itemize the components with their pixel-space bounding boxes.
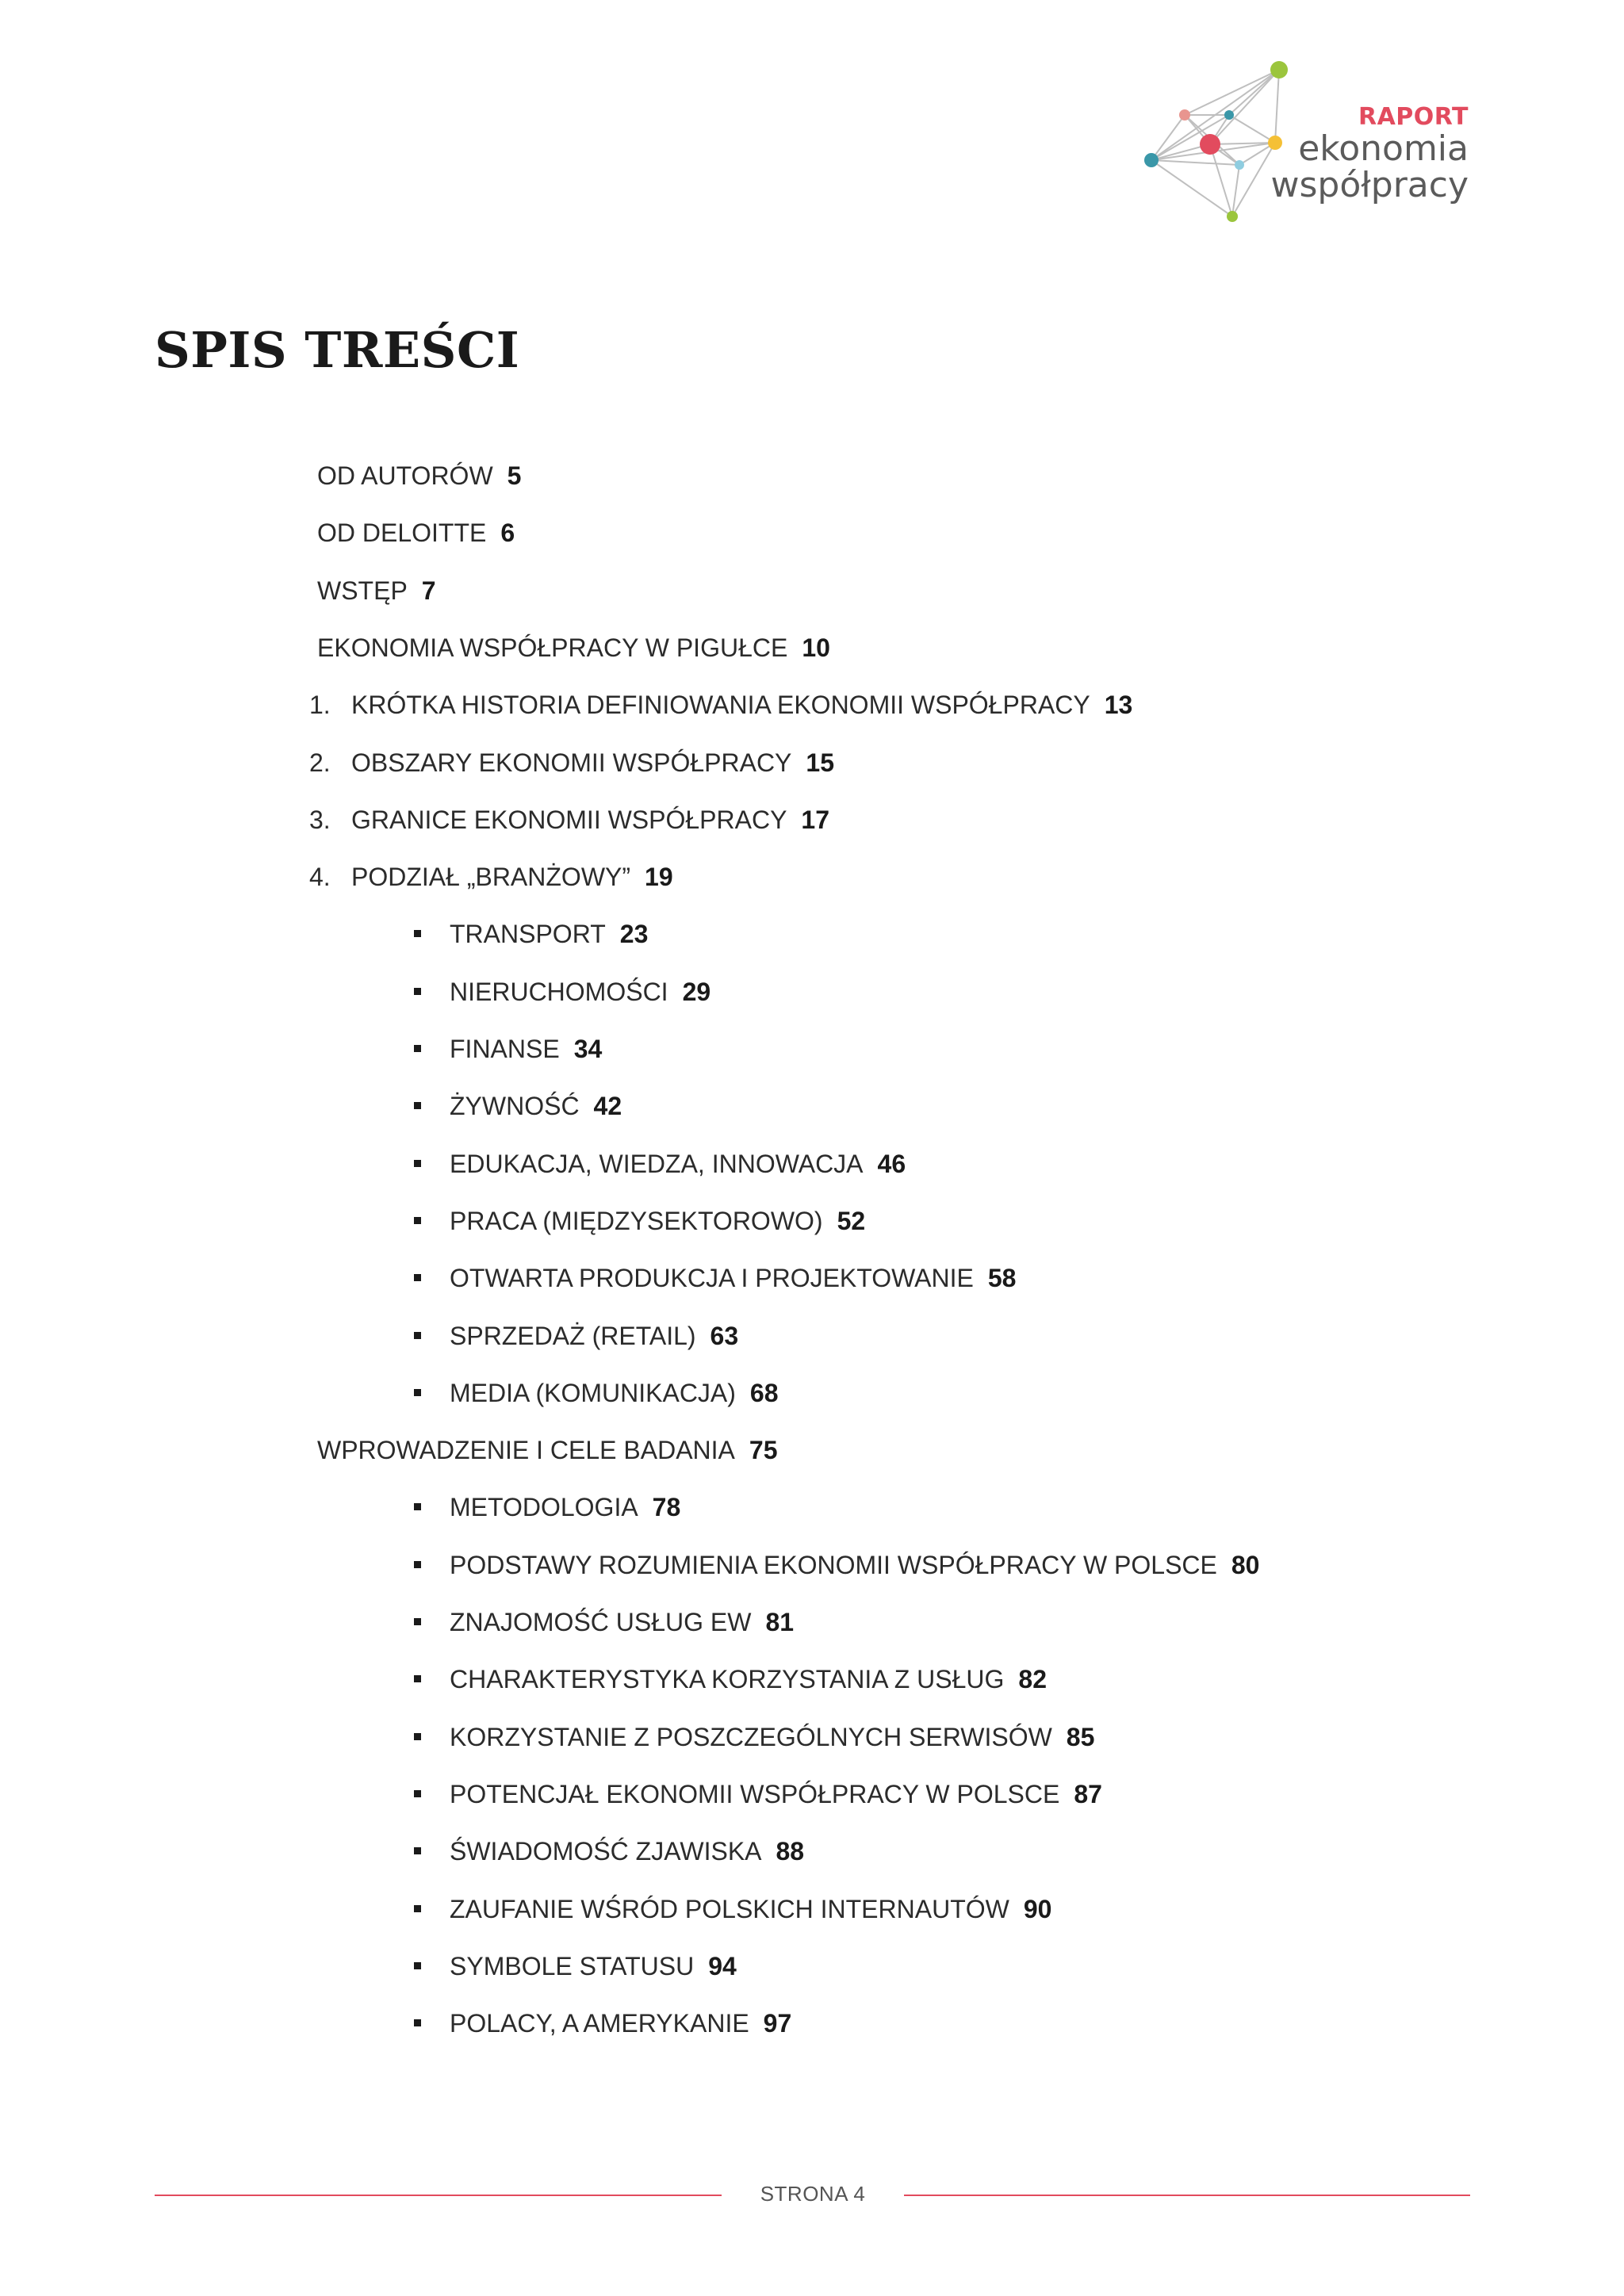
toc-entry-title: WPROWADZENIE I CELE BADANIA: [317, 1436, 735, 1464]
toc-entry-number: 3.: [309, 806, 331, 834]
footer-divider-left: [155, 2195, 722, 2196]
toc-entry-page: 81: [765, 1608, 795, 1636]
toc-entry-content: [450, 1029, 602, 1069]
toc-entry-page: 19: [645, 863, 673, 891]
toc-entry-title: WSTĘP: [317, 576, 408, 605]
toc-entry-content: [450, 2003, 791, 2043]
bullet-icon: [414, 1790, 421, 1797]
toc-entry-page: 42: [593, 1092, 622, 1120]
toc-entry-content: [450, 1946, 737, 1986]
toc-entry-page: 87: [1074, 1780, 1102, 1808]
toc-entry-content: [317, 628, 830, 668]
toc-entry-page: 90: [1023, 1895, 1052, 1923]
toc-entry-page: 13: [1104, 691, 1133, 719]
toc-entry-content: [317, 513, 515, 553]
toc-entry-content: [450, 1487, 680, 1527]
toc-entry-title: POTENCJAŁ EKONOMII WSPÓŁPRACY W POLSCE: [450, 1780, 1060, 1808]
toc-entry-title: METODOLOGIA: [450, 1493, 638, 1521]
page-title: SPIS TREŚCI: [155, 321, 520, 379]
toc-entry-title: ŚWIADOMOŚĆ ZJAWISKA: [450, 1837, 762, 1866]
toc-entry-content: [351, 857, 673, 897]
toc-entry-title: PODZIAŁ „BRANŻOWY”: [351, 863, 631, 891]
logo-title-line1: ekonomia: [1298, 128, 1469, 169]
toc-entry-content: [450, 1258, 1016, 1298]
toc-entry-page: 17: [801, 806, 830, 834]
toc-entry-content: [450, 1659, 1047, 1699]
page-number: STRONA 4: [760, 2182, 866, 2206]
logo-raport-label: RAPORT: [1358, 103, 1469, 131]
toc-entry-content: [351, 743, 834, 783]
toc-entry-content: [351, 685, 1132, 725]
toc-entry-title: CHARAKTERYSTYKA KORZYSTANIA Z USŁUG: [450, 1665, 1005, 1693]
toc-entry-page: 80: [1231, 1551, 1260, 1579]
toc-entry-title: ZNAJOMOŚĆ USŁUG EW: [450, 1608, 752, 1636]
bullet-icon: [414, 1503, 421, 1510]
toc-entry-page: 75: [749, 1436, 778, 1464]
toc-entry-page: 78: [652, 1493, 681, 1521]
bullet-icon: [414, 1733, 421, 1740]
toc-entry-page: 46: [877, 1150, 906, 1178]
toc-entry-title: KRÓTKA HISTORIA DEFINIOWANIA EKONOMII WSPÓŁPRACY: [351, 691, 1090, 719]
toc-entry-title: EKONOMIA WSPÓŁPRACY W PIGUŁCE: [317, 633, 788, 662]
toc-entry-title: OBSZARY EKONOMII WSPÓŁPRACY: [351, 748, 792, 777]
toc-entry-content: [450, 914, 648, 954]
toc-entry-page: 63: [710, 1322, 739, 1350]
toc-entry-title: OD AUTORÓW: [317, 461, 493, 490]
bullet-icon: [414, 1389, 421, 1396]
toc-entry-title: KORZYSTANIE Z POSZCZEGÓLNYCH SERWISÓW: [450, 1723, 1052, 1751]
toc-entry-content: [450, 1889, 1051, 1929]
toc-entry-page: 97: [763, 2009, 792, 2038]
toc-entry-page: 68: [749, 1379, 779, 1407]
toc-entry-page: 85: [1066, 1723, 1095, 1751]
toc-entry-content: [450, 1774, 1102, 1814]
bullet-icon: [414, 1045, 421, 1052]
report-logo: [1134, 55, 1483, 230]
bullet-icon: [414, 1618, 421, 1625]
toc-entry-page: 5: [507, 461, 522, 490]
toc-entry-page: 7: [421, 576, 436, 605]
bullet-icon: [414, 1274, 421, 1281]
toc-entry-content: [450, 1602, 794, 1642]
bullet-icon: [414, 1675, 421, 1682]
toc-entry-content: [450, 1831, 804, 1871]
toc-entry-title: PRACA (MIĘDZYSEKTOROWO): [450, 1207, 823, 1235]
toc-entry-page: 29: [682, 978, 711, 1006]
toc-entry-title: ZAUFANIE WŚRÓD POLSKICH INTERNAUTÓW: [450, 1895, 1009, 1923]
bullet-icon: [414, 1102, 421, 1109]
bullet-icon: [414, 1905, 421, 1912]
toc-entry-number: 4.: [309, 863, 331, 891]
toc-entry-page: 82: [1018, 1665, 1048, 1693]
bullet-icon: [414, 988, 421, 995]
toc-entry-title: EDUKACJA, WIEDZA, INNOWACJA: [450, 1150, 864, 1178]
toc-entry-title: PODSTAWY ROZUMIENIA EKONOMII WSPÓŁPRACY W POLSCE: [450, 1551, 1217, 1579]
toc-entry-title: MEDIA (KOMUNIKACJA): [450, 1379, 736, 1407]
footer-divider-right: [904, 2195, 1470, 2196]
toc-entry-content: [450, 1373, 779, 1413]
toc-entry-number: 1.: [309, 691, 331, 719]
toc-entry-content: [450, 1086, 622, 1126]
toc-entry-title: ŻYWNOŚĆ: [450, 1092, 580, 1120]
bullet-icon: [414, 1332, 421, 1339]
toc-entry-page: 94: [708, 1952, 737, 1980]
bullet-icon: [414, 1962, 421, 1969]
toc-entry-number: 2.: [309, 748, 331, 777]
toc-entry-content: [450, 1316, 738, 1356]
toc-entry-title: SPRZEDAŻ (RETAIL): [450, 1322, 696, 1350]
toc-entry-title: GRANICE EKONOMII WSPÓŁPRACY: [351, 806, 787, 834]
toc-entry-content: [450, 1201, 865, 1241]
bullet-icon: [414, 1160, 421, 1167]
toc-entry-page: 10: [802, 633, 830, 662]
toc-entry-content: [317, 456, 521, 496]
bullet-icon: [414, 1847, 421, 1854]
toc-entry-page: 34: [573, 1035, 603, 1063]
toc-entry-content: [450, 1144, 906, 1184]
bullet-icon: [414, 2019, 421, 2026]
toc-entry-page: 88: [776, 1837, 805, 1866]
toc-entry-content: [450, 1717, 1094, 1757]
toc-entry-title: OTWARTA PRODUKCJA I PROJEKTOWANIE: [450, 1264, 974, 1292]
toc-entry-title: POLACY, A AMERYKANIE: [450, 2009, 749, 2038]
bullet-icon: [414, 1217, 421, 1224]
toc-entry-page: 23: [619, 920, 649, 948]
toc-entry-page: 52: [837, 1207, 866, 1235]
toc-entry-content: [450, 1545, 1259, 1585]
toc-entry-content: [351, 800, 829, 840]
toc-entry-title: FINANSE: [450, 1035, 560, 1063]
toc-entry-content: [317, 571, 436, 610]
toc-entry-content: [450, 972, 710, 1012]
toc-entry-page: 58: [987, 1264, 1017, 1292]
bullet-icon: [414, 1561, 421, 1568]
bullet-icon: [414, 930, 421, 937]
logo-title-line2: współpracy: [1270, 165, 1469, 205]
toc-entry-title: OD DELOITTE: [317, 519, 487, 547]
toc-entry-content: [317, 1430, 777, 1470]
toc-entry-page: 15: [806, 748, 834, 777]
toc-entry-page: 6: [500, 519, 515, 547]
toc-entry-title: SYMBOLE STATUSU: [450, 1952, 695, 1980]
toc-entry-title: NIERUCHOMOŚCI: [450, 978, 668, 1006]
toc-entry-title: TRANSPORT: [450, 920, 606, 948]
